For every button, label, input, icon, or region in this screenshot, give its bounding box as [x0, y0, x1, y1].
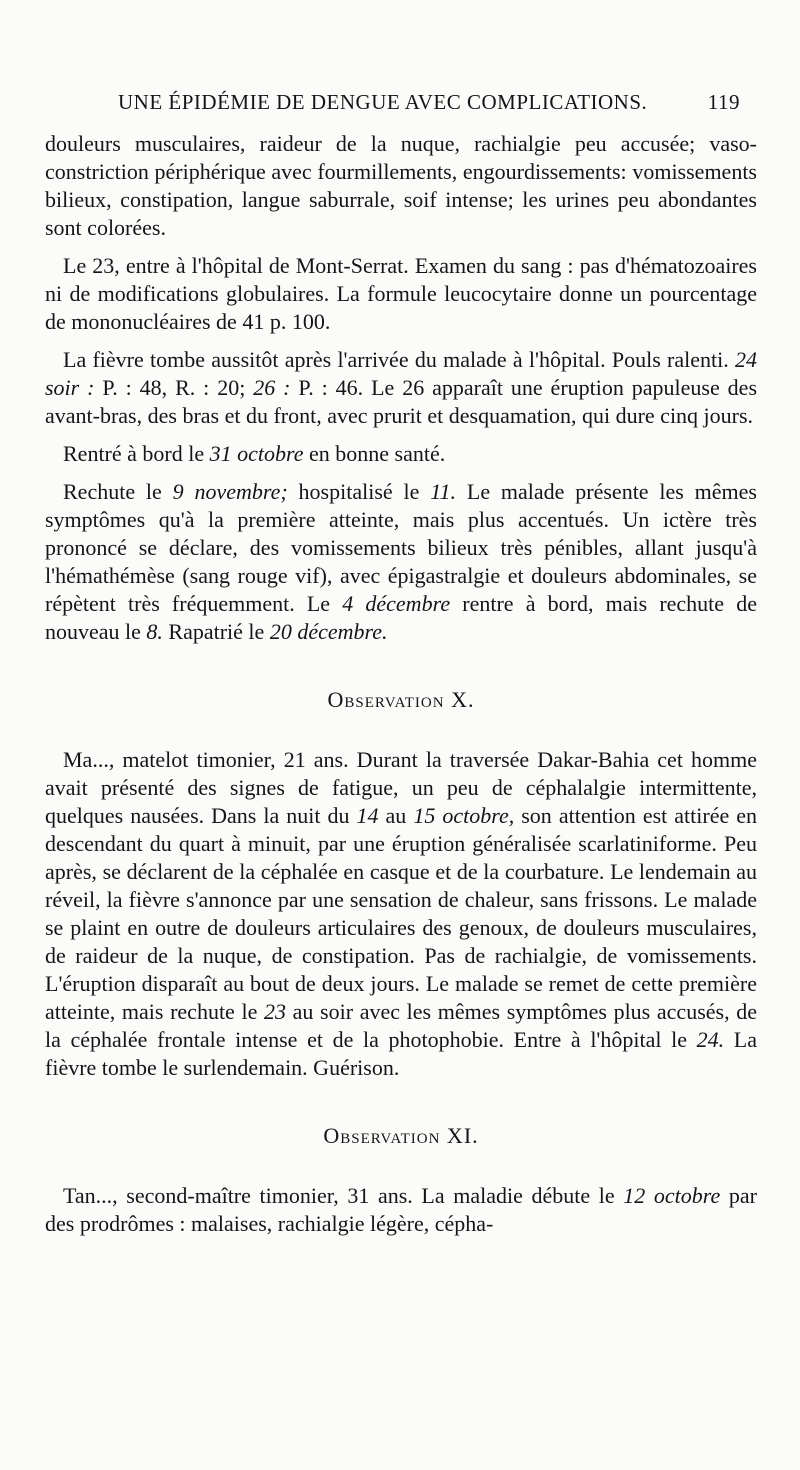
paragraph: Rentré à bord le 31 octobre en bonne santé.: [63, 441, 446, 466]
paragraph: Tan..., second-maître timonier, 31 ans. La maladie débute le 12 octobre par des prodrômes : malaises, rachialgie légère, cépha-: [45, 1183, 757, 1236]
paragraph: Ma..., matelot timonier, 21 ans. Durant la traversée Dakar-Bahia cet homme avait présenté des signes de fatigue, un peu de céphalalgie intermittente, quelques nausées. Dans la nuit du 14 au 15 octobre, son attention est attirée en descendant du quart à minuit, par une éruption généralisée scarlatiniforme. Peu après, se déclarent de la céphalée en casque et de la courbature. Le lendemain au réveil, la fièvre s'annonce par une sensation de chaleur, sans frissons. Le malade se plaint en outre de douleurs articulaires des genoux, de douleurs musculaires, de raideur de la nuque, de constipation. Pas de rachialgie, de vomissements. L'éruption disparaît au bout de deux jours. Le malade se remet de cette première atteinte, mais rechute le 23 au soir avec les mêmes symptômes plus accusés, de la céphalée frontale intense et de la photophobie. Entre à l'hôpital le 24. La fièvre tombe le surlendemain. Guérison.: [45, 747, 758, 1080]
paragraph: Le 23, entre à l'hôpital de Mont-Serrat. Examen du sang : pas d'hématozoaires ni de modifications globulaires. La formule leucocytaire donne un pourcentage de mononucléaires de 41 p. 100.: [45, 253, 757, 334]
paragraph: La fièvre tombe aussitôt après l'arrivée du malade à l'hôpital. Pouls ralenti. 24 soir : P. : 48, R. : 20; 26 : P. : 46. Le 26 apparaît une éruption papuleuse des avant-bras, des bras et du front, avec prurit et desquamation, qui dure cinq jours.: [45, 347, 758, 428]
page-number: 119: [707, 90, 740, 114]
running-title: UNE ÉPIDÉMIE DE DENGUE AVEC COMPLICATIONS.: [118, 90, 648, 114]
running-header: [118, 90, 740, 115]
paragraph: douleurs musculaires, raideur de la nuque, rachialgie peu accusée; vaso-constriction périphérique avec fourmillements, engourdissements: vomissements bilieux, constipation, langue saburrale, soif intense; les urines peu abondantes sont colorées.: [45, 131, 757, 240]
page-body: [45, 130, 757, 1248]
paragraph: Rechute le 9 novembre; hospitalisé le 11. Le malade présente les mêmes symptômes qu'à la première atteinte, mais plus accentués. Un ictère très prononcé se déclare, des vomissements bilieux très pénibles, allant jusqu'à l'hémathémèse (sang rouge vif), avec épigastralgie et douleurs abdominales, se répètent très fréquemment. Le 4 décembre rentre à bord, mais rechute de nouveau le 8. Rapatrié le 20 décembre.: [45, 479, 757, 644]
section-heading: Observation X.: [327, 687, 475, 712]
section-heading: Observation XI.: [323, 1123, 479, 1148]
